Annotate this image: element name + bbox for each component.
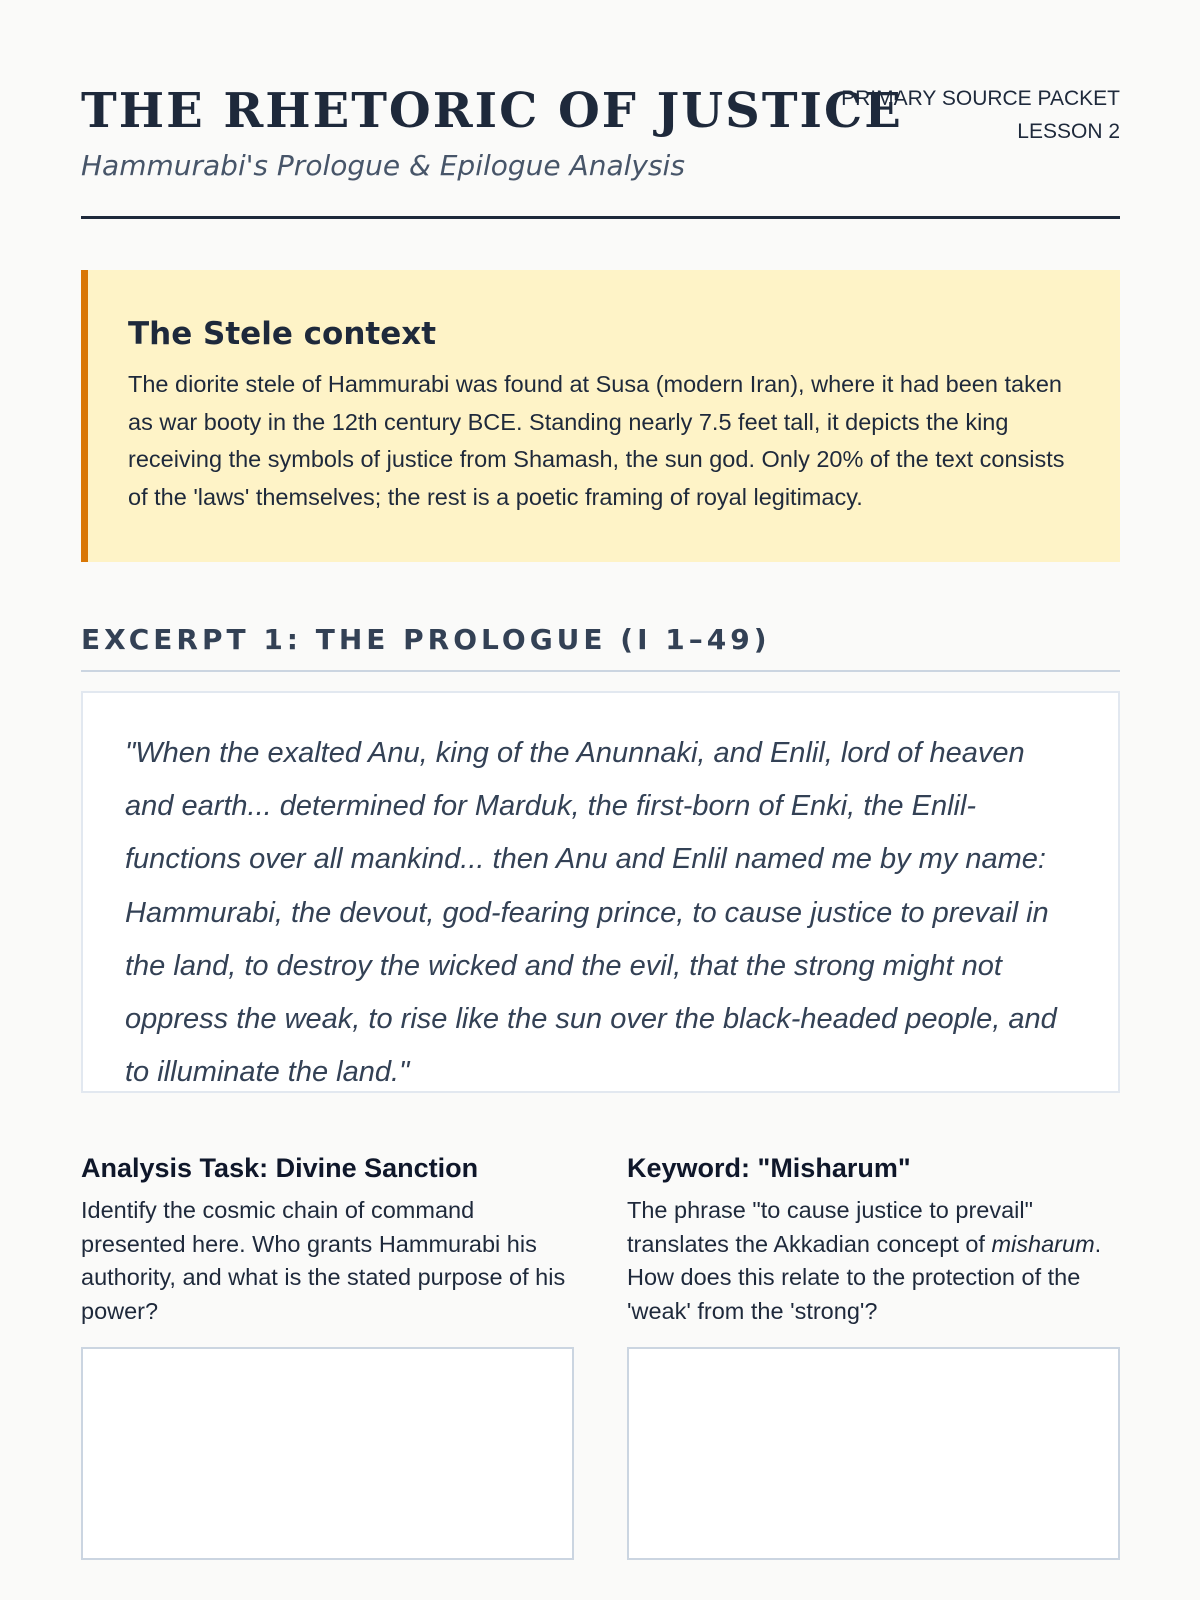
page-header xyxy=(81,78,1120,219)
analysis-task-title: Analysis Task: Divine Sanction xyxy=(81,1153,479,1183)
keyword-task-prompt xyxy=(627,1194,1120,1328)
keyword-task-title: Keyword: "Misharum" xyxy=(627,1153,911,1183)
worksheet-page xyxy=(81,0,1120,1600)
context-heading: The Stele context xyxy=(128,316,437,352)
excerpt-heading: EXCERPT 1: THE PROLOGUE (I 1–49) xyxy=(81,618,1120,672)
page-subtitle: Hammurabi's Prologue & Epilogue Analysis xyxy=(81,149,685,182)
context-body: The diorite stele of Hammurabi was found at Susa (modern Iran), where it had been taken as war booty in the 12th century BCE. Standing nearly 7.5 feet tall, it depicts the king receiving the symbols of justice from Shamash, the sun god. Only 20% of the text consists of the 'laws' themselves; the rest is a poetic framing of royal legitimacy. xyxy=(128,371,1065,510)
analysis-answer-box[interactable] xyxy=(81,1347,574,1560)
page-title: THE RHETORIC OF JUSTICE xyxy=(81,83,903,139)
context-callout xyxy=(81,270,1120,562)
keyword-answer-box[interactable] xyxy=(627,1347,1120,1560)
quote-text: "When the exalted Anu, king of the Anunnaki, and Enlil, lord of heaven and earth... determined for Marduk, the first-born of Enki, the Enlil-functions over all mankind... then Anu and Enlil named me by my name: Hammurabi, the devout, god-fearing prince, to cause justice to prevail in the land, to destroy the wicked and the evil, that the strong might not oppress the weak, to rise like the sun over the black-headed people, and to illuminate the land." xyxy=(125,737,1057,1089)
excerpt-quote xyxy=(81,691,1120,1093)
keyword-task xyxy=(627,1146,1120,1328)
analysis-task-prompt: Identify the cosmic chain of command presented here. Who grants Hammurabi his authority, and what is the stated purpose of his power? xyxy=(81,1197,566,1324)
packet-name: PRIMARY SOURCE PACKET xyxy=(841,87,1120,110)
packet-label xyxy=(841,82,1120,148)
lesson-number: LESSON 2 xyxy=(1017,120,1120,143)
keyword-term: misharum xyxy=(991,1230,1095,1257)
analysis-task xyxy=(81,1146,574,1328)
keyword-prompt-before: The phrase "to cause justice to prevail" translates the Akkadian concept of xyxy=(627,1197,1033,1257)
keyword-prompt-after: . How does this relate to the protection of the 'weak' from the 'strong'? xyxy=(627,1230,1102,1324)
